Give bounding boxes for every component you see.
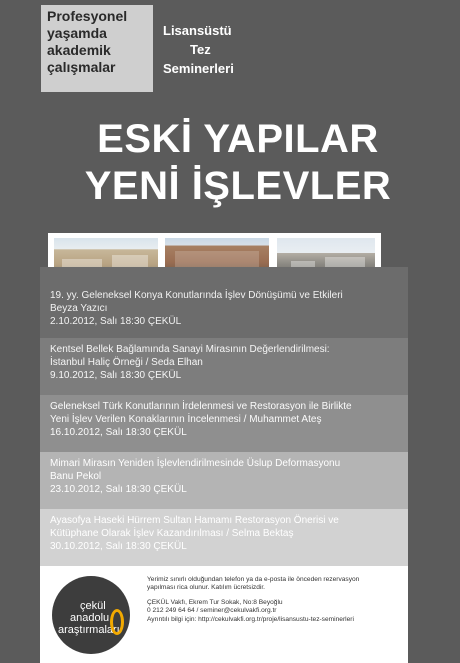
tagline-line-4: çalışmalar [47, 59, 116, 75]
seminar-list [40, 267, 408, 566]
title-line-2: YENİ İŞLEVLER [84, 164, 392, 208]
seminar-title: 19. yy. Geleneksel Konya Konutlarında İşlev Dönüşümü ve Etkileri [50, 290, 343, 301]
seminar-date: 16.10.2012, Salı 18:30 ÇEKÜL [50, 427, 187, 438]
seminar-title: Kentsel Bellek Bağlamında Sanayi Mirasının Değerlendirilmesi: [50, 344, 330, 355]
tagline-line-2: yaşamda [47, 25, 107, 41]
seminar-item [40, 509, 408, 566]
logo-line-3: araştırmaları [58, 624, 120, 636]
logo-line-2: anadolu [70, 612, 110, 624]
address: ÇEKÜL Vakfı, Ekrem Tur Sokak, No:8 Beyoğlu [147, 598, 283, 606]
footer [40, 566, 408, 663]
tagline-box [41, 5, 153, 92]
contact-info [147, 576, 359, 624]
seminar-title: Geleneksel Türk Konutlarının İrdelenmesi ve Restorasyon ile Birlikte [50, 401, 352, 412]
seminar-speaker: Yeni İşlev Verilen Konaklarının İncelenmesi / Muhammet Ateş [50, 414, 322, 425]
series-line-3: Seminerleri [163, 61, 234, 76]
seminar-item [40, 267, 408, 338]
series-line-1: Lisansüstü [163, 23, 232, 38]
tagline-line-3: akademik [47, 42, 111, 58]
seminar-date: 23.10.2012, Salı 18:30 ÇEKÜL [50, 484, 187, 495]
seminar-speaker: Kütüphane Olarak İşlev Kazandırılması / Selma Bektaş [50, 528, 294, 539]
seminar-speaker: İstanbul Haliç Örneği / Seda Elhan [50, 357, 203, 368]
seminar-date: 30.10.2012, Salı 18:30 ÇEKÜL [50, 541, 187, 552]
series-line-2: Tez [190, 42, 211, 57]
seminar-date: 9.10.2012, Salı 18:30 ÇEKÜL [50, 370, 182, 381]
series-heading [163, 21, 234, 78]
reservation-note-line-1: Yerimiz sınırlı olduğundan telefon ya da e-posta ile önceden rezervasyon [147, 576, 360, 583]
title-line-1: ESKİ YAPILAR [97, 117, 379, 161]
seminar-speaker: Banu Pekol [50, 471, 102, 482]
seminar-speaker: Beyza Yazıcı [50, 303, 108, 314]
seminar-item [40, 395, 408, 452]
phone-email: 0 212 249 64 64 / seminer@cekulvakfi.org.tr [147, 607, 277, 615]
tagline-line-1: Profesyonel [47, 8, 128, 24]
reservation-note-line-2: yapılması rica olunur. Katılım ücretsizdir. [147, 584, 265, 592]
seminar-title: Mimari Mirasın Yeniden İşlevlendirilmesinde Üslup Deformasyonu [50, 458, 341, 469]
cekul-logo [52, 576, 130, 654]
logo-line-1: çekül [80, 600, 106, 612]
seminar-item [40, 452, 408, 509]
logo-ring-icon [110, 609, 124, 635]
poster-title [48, 116, 428, 210]
seminar-date: 2.10.2012, Salı 18:30 ÇEKÜL [50, 316, 182, 327]
detail-link[interactable]: Ayrıntılı bilgi için: http://cekulvakfi.org.tr/proje/lisansustu-tez-seminerleri [147, 615, 354, 623]
seminar-item [40, 338, 408, 395]
seminar-title: Ayasofya Haseki Hürrem Sultan Hamamı Restorasyon Önerisi ve [50, 515, 339, 526]
